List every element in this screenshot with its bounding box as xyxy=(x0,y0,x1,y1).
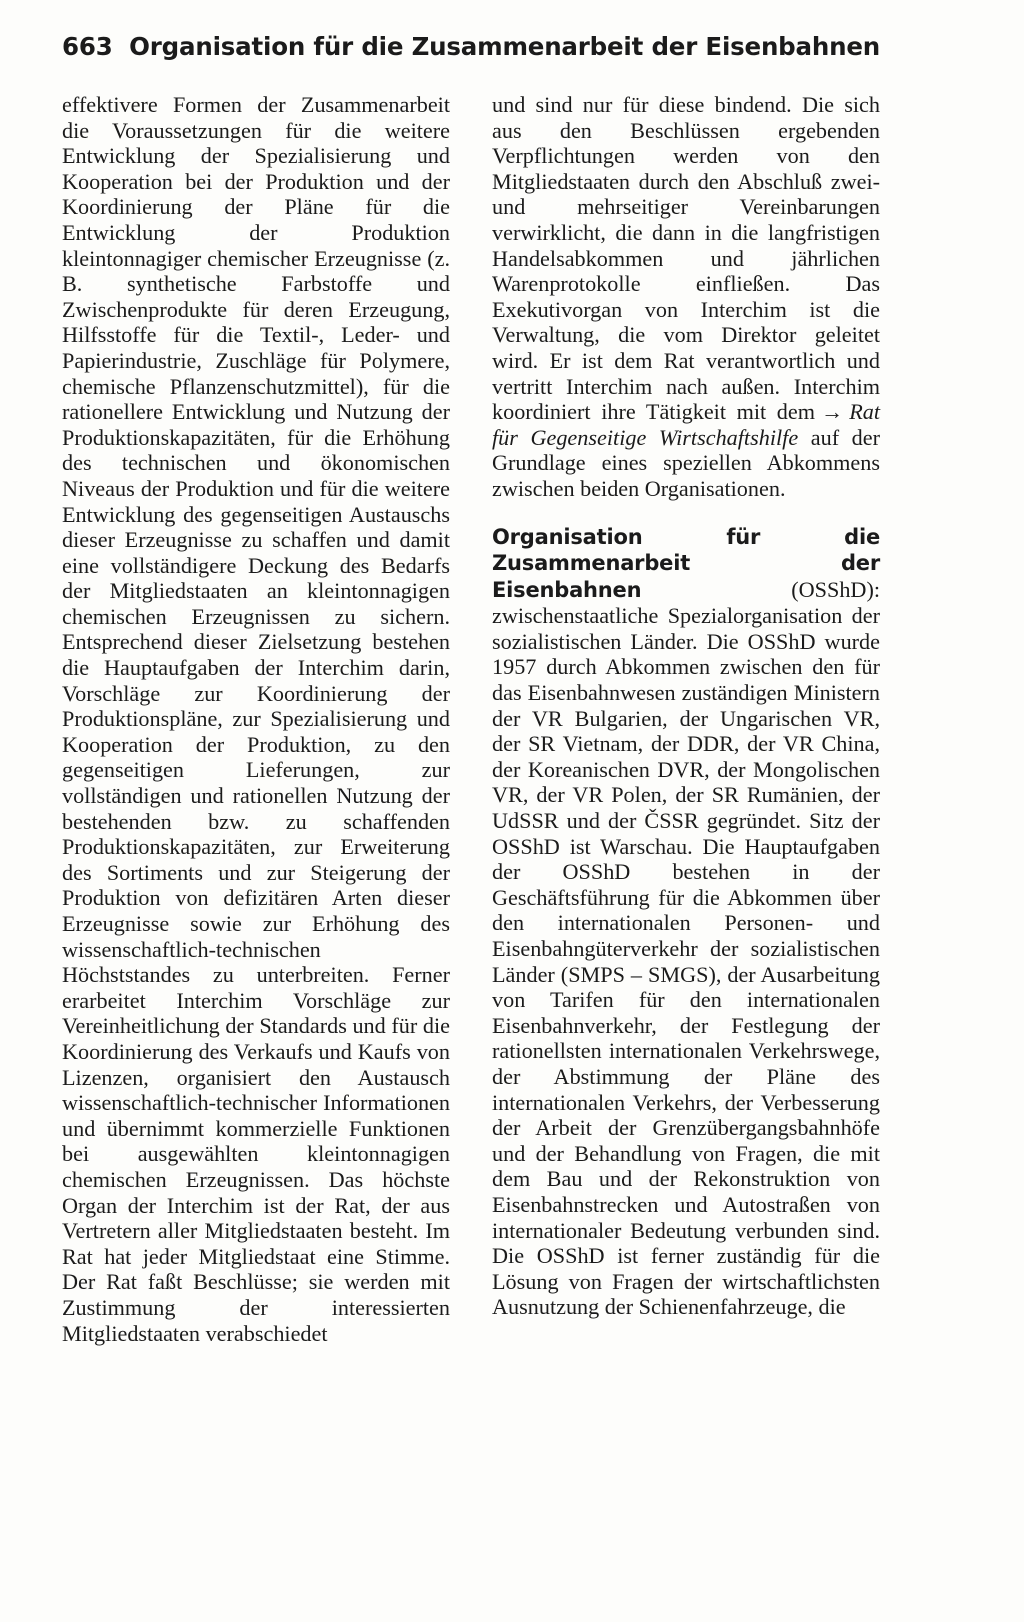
running-title: Organisation für die Zusammenarbeit der Eisenbahnen xyxy=(129,32,880,61)
previous-entry-continuation xyxy=(492,92,880,502)
entry-spacer xyxy=(492,502,880,524)
page-number: 663 xyxy=(62,32,113,61)
left-column-text: effektivere Formen der Zusammenarbeit die Voraussetzungen für die weitere Entwicklung der Spezialisierung und Kooperation bei der Produktion und der Koordinierung der Pläne für die Entwicklung der Produktion kleintonnagiger chemischer Erzeugnisse (z. B. synthetische Farbstoffe und Zwischenprodukte für deren Erzeugung, Hilfsstoffe für die Textil-, Leder- und Papierindustrie, Zuschläge für Polymere, chemische Pflanzenschutzmittel), für die rationellere Entwicklung und Nutzung der Produktionskapazitäten, für die Erhöhung des technischen und ökonomischen Niveaus der Produktion und für die weitere Entwicklung des gegenseitigen Austauschs dieser Erzeugnisse zu schaffen und damit eine vollständigere Deckung des Bedarfs der Mitgliedstaaten an kleintonnagigen chemischen Erzeugnissen zu sichern. Entsprechend dieser Zielsetzung bestehen die Hauptaufgaben der Interchim darin, Vorschläge zur Koordinierung der Produktionspläne, zur Spezialisierung und Kooperation der Produktion, zu den gegenseitigen Lieferungen, zur vollständigen und rationellen Nutzung der bestehenden bzw. zu schaffenden Produktionskapazitäten, zur Erweiterung des Sortiments und zur Steigerung der Produktion von defizitären Arten dieser Erzeugnisse sowie zur Erhöhung des wissenschaftlich-technischen Höchststandes zu unterbreiten. Ferner erarbeitet Interchim Vorschläge zur Vereinheitlichung der Standards und für die Koordinierung des Verkaufs und Kaufs von Lizenzen, organisiert den Austausch wissenschaftlich-technischer Informationen und übernimmt kommerzielle Funktionen bei ausgewählten kleintonnagigen chemischen Erzeugnissen. Das höchste Organ der Interchim ist der Rat, der aus Vertretern aller Mitgliedstaaten besteht. Im Rat hat jeder Mitgliedstaat eine Stimme. Der Rat faßt Beschlüsse; sie werden mit Zustimmung der interessierten Mitgliedstaaten verabschiedet xyxy=(62,92,450,1346)
cross-reference-link[interactable]: Rat für Gegenseitige Wirtschaftshilfe xyxy=(492,399,880,450)
right-column xyxy=(492,92,880,1320)
dictionary-entry xyxy=(492,524,880,1320)
left-column xyxy=(62,92,450,1346)
entry-abbreviation: (OSShD): xyxy=(791,576,880,602)
entry-headword: Organisation für die Zusammenarbeit der Eisenbahnen xyxy=(492,524,880,602)
page-header xyxy=(62,32,880,72)
cross-reference-arrow-icon: → xyxy=(821,399,844,425)
continuation-text-end: auf der Grundlage eines speziellen Abkommens zwischen beiden Organisationen. xyxy=(492,424,880,501)
continuation-text: und sind nur für diese bindend. Die sich aus den Beschlüssen ergebenden Verpflichtungen werden von den Mitgliedstaaten durch den Abschluß zwei- und mehrseitiger Vereinbarungen verwirklicht, die dann in die langfristigen Handelsabkommen und jährlichen Warenprotokolle einfließen. Das Exekutivorgan von Interchim ist die Verwaltung, die vom Direktor geleitet wird. Er ist dem Rat verantwortlich und vertritt Interchim nach außen. Interchim koordiniert ihre Tätigkeit mit dem xyxy=(492,92,880,425)
entry-body: zwischenstaatliche Spezialorganisation der sozialistischen Länder. Die OSShD wurde 1957 durch Abkommen zwischen den für das Eisenbahnwesen zuständigen Ministern der VR Bulgarien, der Ungarischen VR, der SR Vietnam, der DDR, der VR China, der Koreanischen DVR, der Mongolischen VR, der VR Polen, der SR Rumänien, der UdSSR und der ČSSR gegründet. Sitz der OSShD ist Warschau. Die Hauptaufgaben der OSShD bestehen in der Geschäftsführung für die Abkommen über den internationalen Personen- und Eisenbahngüterverkehr der sozialistischen Länder (SMPS – SMGS), der Ausarbeitung von Tarifen für den internationalen Eisenbahnverkehr, der Festlegung der rationellsten internationalen Verkehrswege, der Abstimmung der Pläne des internationalen Verkehrs, der Verbesserung der Arbeit der Grenzübergangsbahnhöfe und der Behandlung von Fragen, die mit dem Bau und der Rekonstruktion von Eisenbahnstrecken und Autostraßen von internationaler Bedeutung verbunden sind. Die OSShD ist ferner zuständig für die Lösung von Fragen der wirtschaftlichsten Ausnutzung der Schienenfahrzeuge, die xyxy=(492,603,880,1320)
